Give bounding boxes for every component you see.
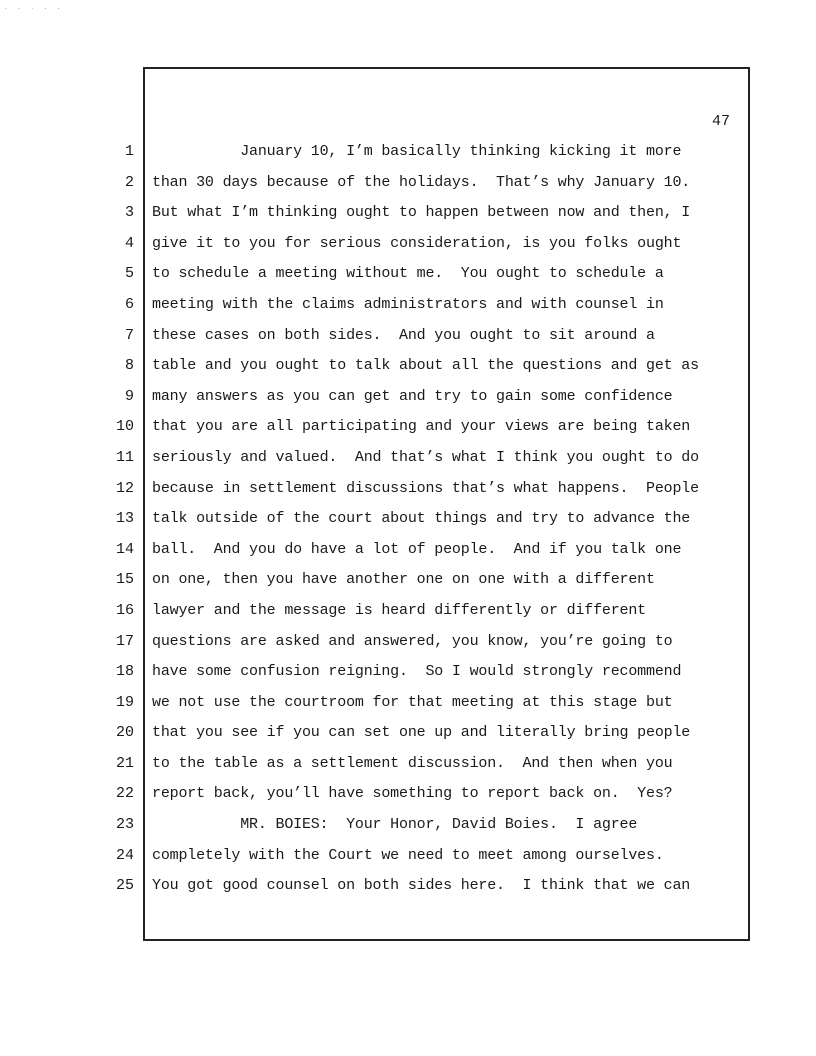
transcript-line: to the table as a settlement discussion. And then when you (152, 754, 673, 772)
line-number: 18 (115, 663, 134, 681)
line-number: 25 (115, 877, 134, 895)
transcript-line: to schedule a meeting without me. You ought to schedule a (152, 265, 664, 283)
transcript-line: give it to you for serious consideration, is you folks ought (152, 234, 682, 252)
transcript-line: questions are asked and answered, you know, you’re going to (152, 632, 673, 650)
line-number: 7 (124, 326, 134, 344)
transcript-line: that you are all participating and your views are being taken (152, 418, 691, 436)
transcript-line: meeting with the claims administrators and with counsel in (152, 295, 664, 313)
line-number: 22 (115, 785, 134, 803)
line-number: 20 (115, 724, 134, 742)
transcript-line: many answers as you can get and try to gain some confidence (152, 387, 673, 405)
transcript-line: we not use the courtroom for that meeting at this stage but (152, 693, 673, 711)
line-number: 2 (124, 173, 134, 191)
line-number: 16 (115, 601, 134, 619)
line-number: 15 (115, 571, 134, 589)
transcript-line: than 30 days because of the holidays. That’s why January 10. (152, 173, 691, 191)
transcript-line: table and you ought to talk about all the questions and get as (152, 357, 699, 375)
transcript-line: because in settlement discussions that’s what happens. People (152, 479, 699, 497)
line-number: 1 (124, 143, 134, 160)
transcript-line: that you see if you can set one up and literally bring people (152, 724, 691, 742)
transcript-line: these cases on both sides. And you ought to sit around a (152, 326, 655, 344)
transcript-line: MR. BOIES: Your Honor, David Boies. I agree (152, 816, 638, 834)
line-number: 4 (124, 234, 134, 252)
transcript-line: January 10, I’m basically thinking kicking it more (152, 143, 682, 160)
line-number: 24 (115, 846, 134, 864)
transcript-line: ball. And you do have a lot of people. And if you talk one (152, 540, 682, 558)
line-number: 14 (115, 540, 134, 558)
line-number: 3 (124, 204, 134, 222)
transcript-line: seriously and valued. And that’s what I think you ought to do (152, 448, 699, 466)
line-number: 23 (115, 816, 134, 834)
transcript-line: completely with the Court we need to meet among ourselves. (152, 846, 664, 864)
transcript-line: You got good counsel on both sides here. I think that we can (152, 877, 691, 895)
line-number: 19 (115, 693, 134, 711)
line-number: 10 (115, 418, 134, 436)
line-number: 21 (115, 754, 134, 772)
scan-artifact-marks: . . . . . (4, 4, 64, 11)
line-number: 17 (115, 632, 134, 650)
transcript-text (152, 142, 742, 907)
line-number: 11 (115, 448, 134, 466)
line-number: 9 (124, 387, 134, 405)
line-number: 12 (115, 479, 134, 497)
page-number: 47 (711, 113, 730, 130)
line-number-column (100, 142, 134, 907)
transcript-line: report back, you’ll have something to report back on. Yes? (152, 785, 673, 803)
transcript-line: have some confusion reigning. So I would strongly recommend (152, 663, 682, 681)
transcript-line: talk outside of the court about things and try to advance the (152, 510, 691, 528)
transcript-line: on one, then you have another one on one with a different (152, 571, 655, 589)
line-number: 6 (124, 295, 134, 313)
line-number: 13 (115, 510, 134, 528)
line-number: 8 (124, 357, 134, 375)
transcript-line: But what I’m thinking ought to happen between now and then, I (152, 204, 691, 222)
transcript-line: lawyer and the message is heard differently or different (152, 601, 647, 619)
line-number: 5 (124, 265, 134, 283)
